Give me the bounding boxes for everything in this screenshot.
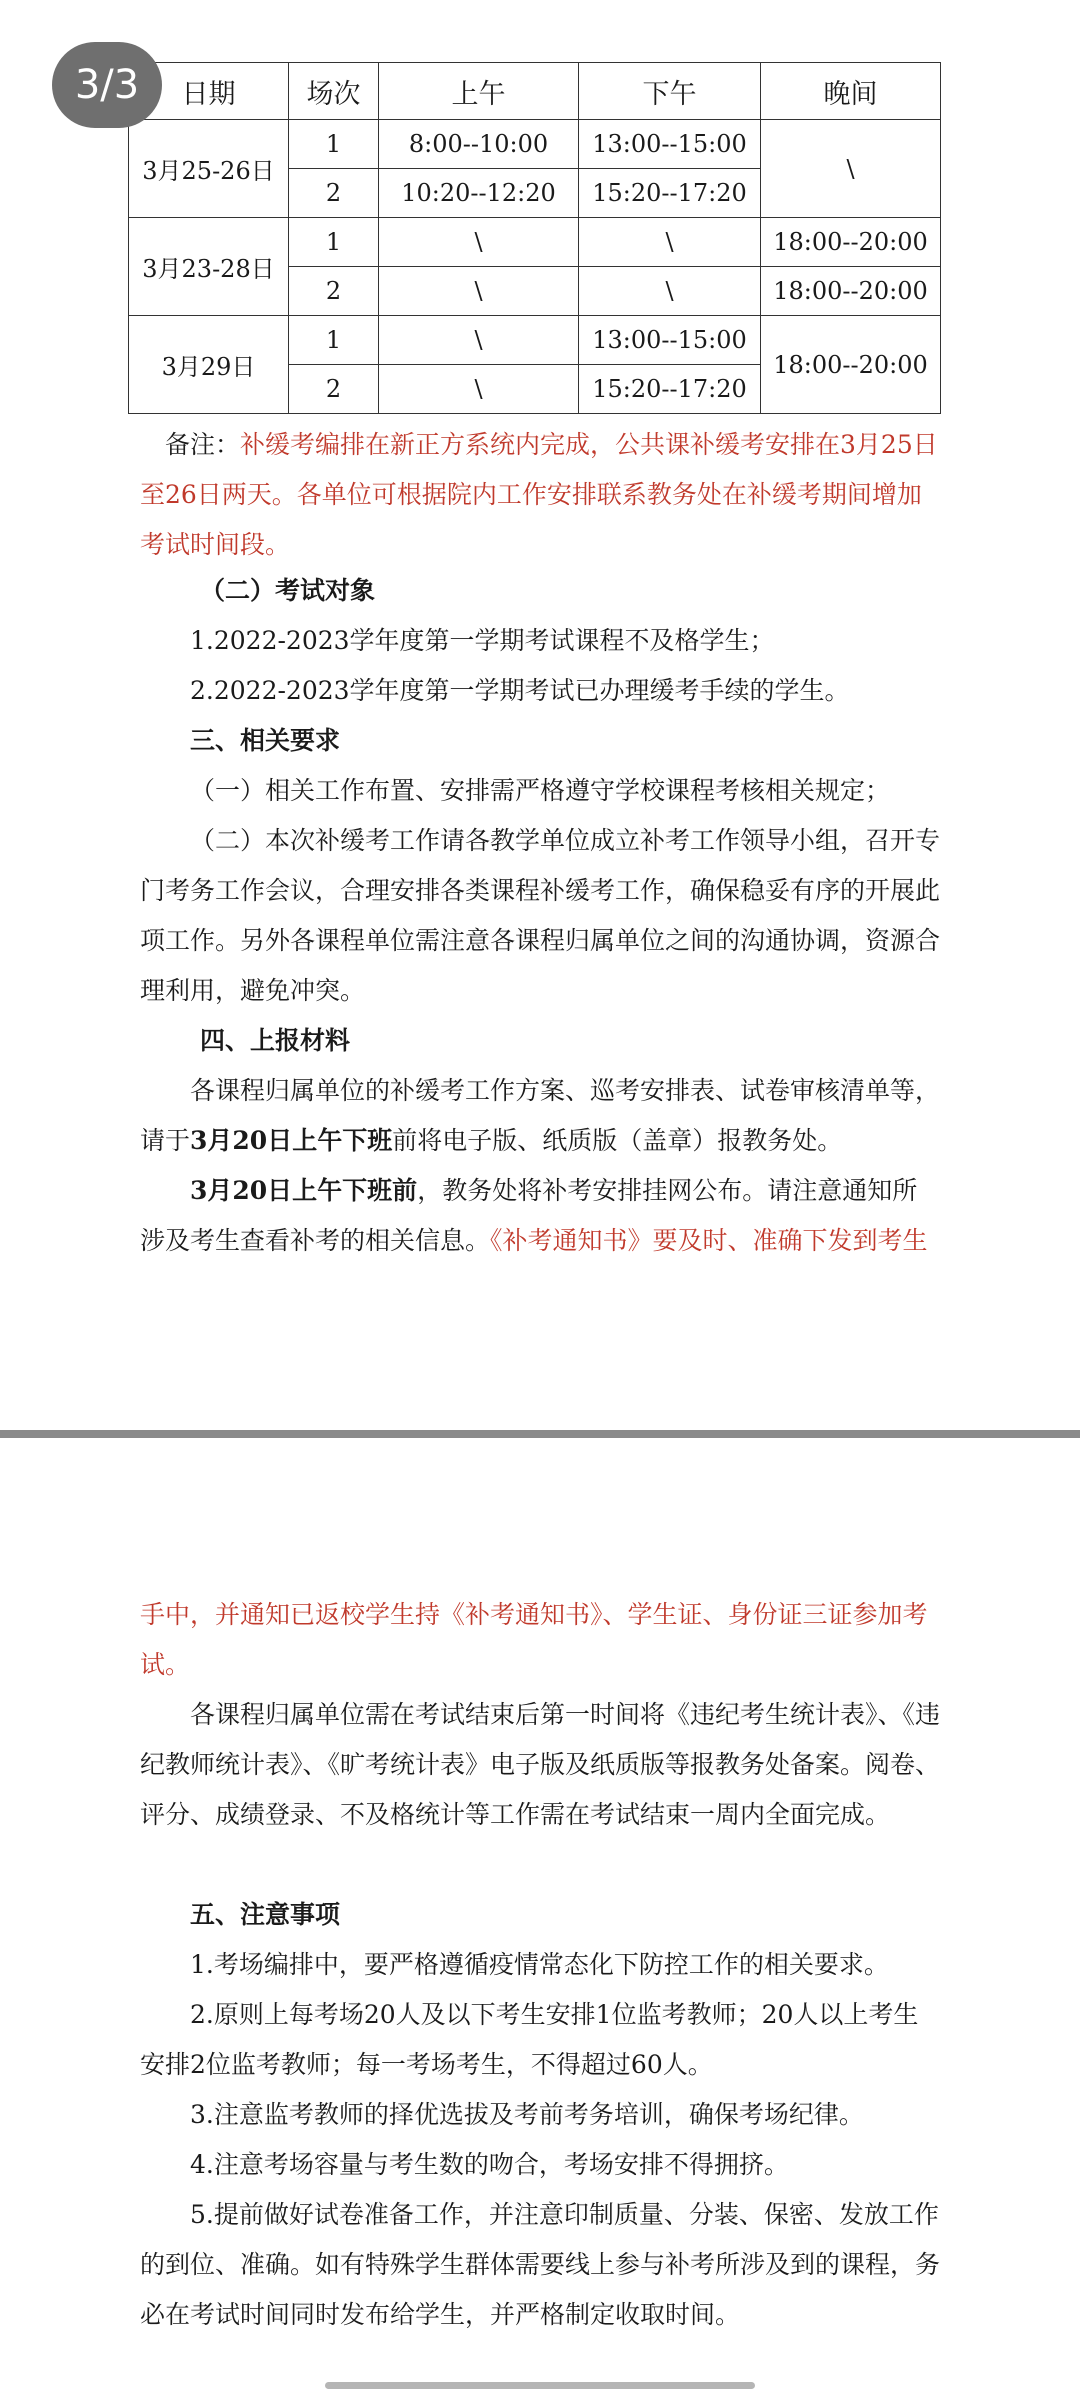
materials-text: 各课程归属单位的补缓考工作方案、巡考安排表、试卷审核清单等，请于 (140, 1076, 941, 1155)
section-heading-notes: 五、注意事项 (190, 1900, 341, 1929)
requirements-paragraph-2: （二）本次补缓考工作请各教学单位成立补考工作领导小组，召开专门考务工作会议，合理安排各类课程补缓考工作，确保稳妥有序的开展此项工作。另外各课程单位需注意各课程归属单位之间的沟通协调，资源合理利用，避免冲突。 (140, 826, 941, 1005)
list-item: 4.注意考场容量与考生数的吻合，考场安排不得拥挤。 (190, 2150, 789, 2179)
list-item: 1.考场编排中，要严格遵循疫情常态化下防控工作的相关要求。 (190, 1950, 889, 1979)
note-label: 备注： (165, 430, 241, 459)
note-text: 补缓考编排在新正方系统内完成，公共课补缓考安排在3月25日至26日两天。各单位可根据院内工作安排联系教务处在补缓考期间增加考试时间段。 (140, 430, 938, 559)
morning-cell: \ (379, 365, 579, 414)
header-evening: 晚间 (761, 63, 941, 120)
table-row (129, 316, 941, 365)
materials-paragraph-2 (140, 1166, 940, 1266)
table-note (140, 420, 940, 570)
continued-red-text: 手中，并通知已返校学生持《补考通知书》、学生证、身份证三证参加考试。 (140, 1600, 928, 1679)
list-item: 1.2022-2023学年度第一学期考试课程不及格学生； (190, 626, 775, 655)
materials-text: ，教务处将补考安排挂网公布。请注意通知所涉及考生查看补考的相关信息。 (140, 1176, 918, 1255)
section-heading-materials: 四、上报材料 (200, 1026, 351, 1055)
evening-cell: 18:00--20:00 (761, 218, 941, 267)
afternoon-cell: 13:00--15:00 (579, 120, 761, 169)
header-session: 场次 (289, 63, 379, 120)
page-divider (0, 1430, 1080, 1438)
page-counter-badge: 3/3 (52, 42, 162, 128)
header-afternoon: 下午 (579, 63, 761, 120)
list-item: 5.提前做好试卷准备工作，并注意印制质量、分装、保密、发放工作的到位、准确。如有特殊学生群体需要线上参与补考所涉及到的课程，务必在考试时间同时发布给学生，并严格制定收取时间。 (140, 2200, 940, 2329)
session-cell: 1 (289, 120, 379, 169)
materials-paragraph-1 (140, 1066, 940, 1166)
header-morning: 上午 (379, 63, 579, 120)
afternoon-cell: \ (579, 218, 761, 267)
afternoon-cell: 15:20--17:20 (579, 169, 761, 218)
materials-text: 前将电子版、纸质版（盖章）报教务处。 (392, 1126, 843, 1155)
evening-cell: \ (761, 120, 941, 218)
afternoon-cell: 15:20--17:20 (579, 365, 761, 414)
date-cell: 3月29日 (129, 316, 289, 414)
afternoon-cell: \ (579, 267, 761, 316)
session-cell: 2 (289, 267, 379, 316)
home-indicator[interactable] (325, 2382, 755, 2389)
list-item: 3.注意监考教师的择优选拔及考前考务培训，确保考场纪律。 (190, 2100, 864, 2129)
afternoon-cell: 13:00--15:00 (579, 316, 761, 365)
session-cell: 2 (289, 365, 379, 414)
evening-cell: 18:00--20:00 (761, 267, 941, 316)
table-row (129, 218, 941, 267)
morning-cell: 10:20--12:20 (379, 169, 579, 218)
date-cell: 3月25-26日 (129, 120, 289, 218)
session-cell: 1 (289, 218, 379, 267)
morning-cell: \ (379, 316, 579, 365)
evening-cell: 18:00--20:00 (761, 316, 941, 414)
morning-cell: \ (379, 218, 579, 267)
deadline-text: 3月20日上午下班 (190, 1126, 393, 1155)
deadline-text: 3月20日上午下班前 (190, 1176, 418, 1205)
morning-cell: 8:00--10:00 (379, 120, 579, 169)
morning-cell: \ (379, 267, 579, 316)
table-header-row (129, 63, 941, 120)
exam-schedule-table (128, 62, 941, 414)
notice-highlight: 《补考通知书》要及时、准确下发到考生 (490, 1226, 928, 1255)
requirements-paragraph-1: （一）相关工作布置、安排需严格遵守学校课程考核相关规定； (190, 776, 891, 805)
section-heading-exam-objects: （二）考试对象 (200, 576, 376, 605)
section-heading-requirements: 三、相关要求 (190, 726, 341, 755)
table-row (129, 120, 941, 169)
list-item: 2.原则上每考场20人及以下考生安排1位监考教师；20人以上考生安排2位监考教师；每一考场考生，不得超过60人。 (140, 2000, 919, 2079)
session-cell: 1 (289, 316, 379, 365)
header-date: 日期 (129, 63, 289, 120)
session-cell: 2 (289, 169, 379, 218)
list-item: 2.2022-2023学年度第一学期考试已办理缓考手续的学生。 (190, 676, 850, 705)
record-paragraph: 各课程归属单位需在考试结束后第一时间将《违纪考生统计表》、《违纪教师统计表》、《旷考统计表》电子版及纸质版等报教务处备案。阅卷、评分、成绩登录、不及格统计等工作需在考试结束一周内全面完成。 (140, 1700, 941, 1829)
date-cell: 3月23-28日 (129, 218, 289, 316)
